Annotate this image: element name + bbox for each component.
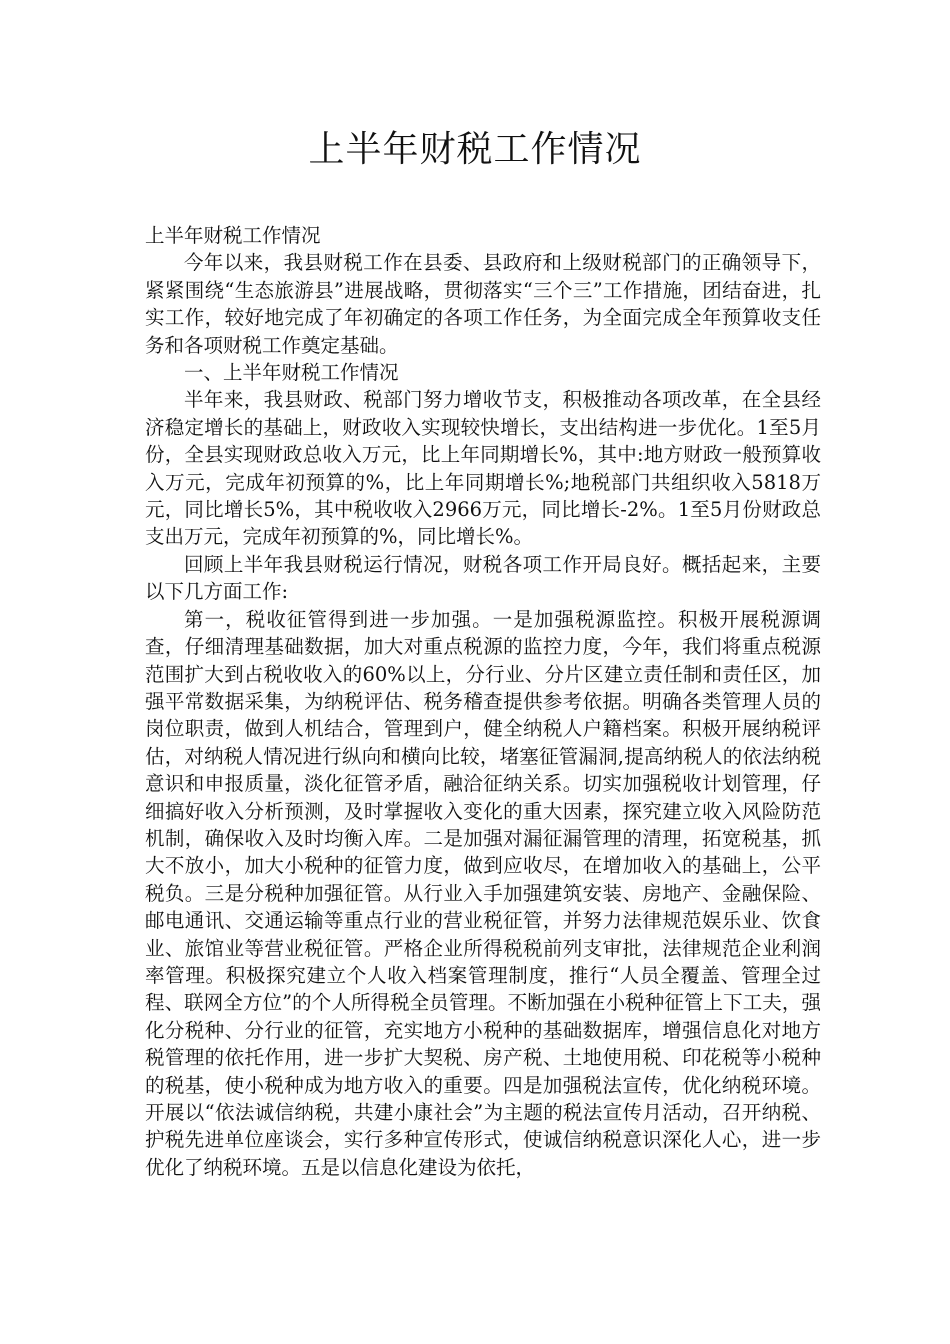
paragraph-subtitle: 上半年财税工作情况 [145, 224, 321, 247]
document-body [145, 222, 821, 1181]
paragraph-revenue: 半年来，我县财政、税部门努力增收节支，积极推动各项改革，在全县经济稳定增长的基础上，财政收入实现较快增长，支出结构进一步优化。1至5月份，全县实现财政总收入万元，比上年同期增长%，其中:地方财政一般预算收入万元，完成年初预算的%，比上年同期增长%;地税部门共组织收入5818万元，同比增长5%，其中税收收入2966万元，同比增长-2%。1至5月份财政总支出万元，完成年初预算的%，同比增长%。 [145, 388, 821, 549]
paragraph-intro: 今年以来，我县财税工作在县委、县政府和上级财税部门的正确领导下，紧紧围绕“生态旅游县”进展战略，贯彻落实“三个三”工作措施，团结奋进，扎实工作，较好地完成了年初确定的各项工作任务，为全面完成全年预算收支任务和各项财税工作奠定基础。 [145, 251, 821, 357]
paragraph-review: 回顾上半年我县财税运行情况，财税各项工作开局良好。概括起来，主要以下几方面工作: [145, 552, 821, 604]
paragraph-tax-collection: 第一，税收征管得到进一步加强。一是加强税源监控。积极开展税源调查，仔细清理基础数据，加大对重点税源的监控力度，今年，我们将重点税源范围扩大到占税收收入的60%以上，分行业、分片区建立责任制和责任区，加强平常数据采集，为纳税评估、税务稽查提供参考依据。明确各类管理人员的岗位职责，做到人机结合，管理到户，健全纳税人户籍档案。积极开展纳税评估，对纳税人情况进行纵向和横向比较，堵塞征管漏洞,提高纳税人的依法纳税意识和申报质量，淡化征管矛盾，融洽征纳关系。切实加强税收计划管理，仔细搞好收入分析预测，及时掌握收入变化的重大因素，探究建立收入风险防范机制，确保收入及时均衡入库。二是加强对漏征漏管理的清理，拓宽税基，抓大不放小，加大小税种的征管力度，做到应收尽，在增加收入的基础上，公平税负。三是分税种加强征管。从行业入手加强建筑安装、房地产、金融保险、邮电通讯、交通运输等重点行业的营业税征管，并努力法律规范娱乐业、饮食业、旅馆业等营业税征管。严格企业所得税税前列支审批，法律规范企业利润率管理。积极探究建立个人收入档案管理制度，推行“人员全覆盖、管理全过程、联网全方位”的个人所得税全员管理。不断加强在小税种征管上下工夫，强化分税种、分行业的征管，充实地方小税种的基础数据库，增强信息化对地方税管理的依托作用，进一步扩大契税、房产税、土地使用税、印花税等小税种的税基，使小税种成为地方收入的重要。四是加强税法宣传，优化纳税环境。开展以“依法诚信纳税，共建小康社会”为主题的税法宣传月活动，召开纳税、护税先进单位座谈会，实行多种宣传形式，使诚信纳税意识深化人心，进一步优化了纳税环境。五是以信息化建设为依托， [145, 607, 821, 1179]
section-heading: 一、上半年财税工作情况 [184, 361, 399, 385]
document-title: 上半年财税工作情况 [308, 129, 642, 170]
